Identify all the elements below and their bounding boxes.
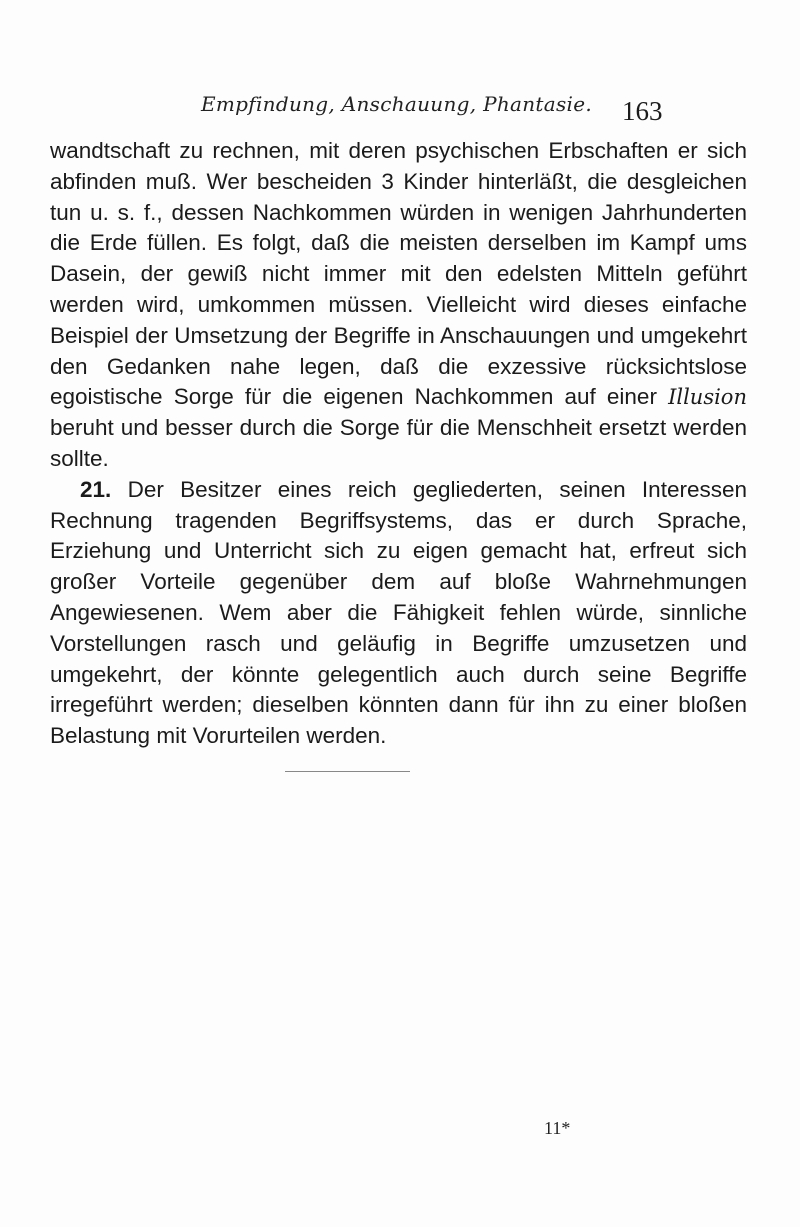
section-number: 21.: [80, 476, 112, 502]
paragraph-1-text: wandtschaft zu rechnen, mit deren psychischen Erbschaften er sich abfinden muß. Wer bescheiden 3 Kinder hinterläßt, die desgleichen tun u. s. f., dessen Nachkommen würden in wenigen Jahrhunderten die Erde füllen. Es folgt, daß die meisten derselben im Kampf ums Dasein, der gewiß nicht immer mit den edelsten Mitteln geführt werden wird, umkommen müssen. Vielleicht wird dieses einfache Beispiel der Umsetzung der Begriffe in Anschauungen und umgekehrt den Gedanken nahe legen, daß die exzessive rücksichtslose egoistische Sorge für die eigenen Nachkommen auf einer: [50, 138, 747, 410]
signature-mark: 11*: [544, 1118, 571, 1138]
emphasis-illusion: Illusion: [668, 385, 747, 410]
running-title: Empfindung, Anschauung, Phantasie.: [201, 92, 593, 116]
paragraph-2-text: Der Besitzer eines reich gegliederten, seinen Interessen Rechnung tragenden Begriffsystems, das er durch Sprache, Erziehung und Unterricht sich zu eigen gemacht hat, erfreut sich großer Vorteile gegenüber dem auf bloße Wahrnehmungen Angewiesenen. Wem aber die Fähigkeit fehlen würde, sinnliche Vorstellungen rasch und geläufig in Begriffe umzusetzen und umgekehrt, der könnte gelegentlich auch durch seine Begriffe irregeführt werden; dieselben könnten dann für ihn zu einer bloßen Belastung mit Vorurteilen werden.: [50, 476, 747, 749]
paragraph-1: [50, 136, 747, 475]
body-text: [50, 136, 747, 752]
paragraph-2: [50, 475, 747, 752]
section-divider: [285, 771, 410, 772]
paragraph-1-end: beruht und besser durch die Sorge für die Menschheit ersetzt werden sollte.: [50, 415, 747, 471]
running-head: [0, 92, 800, 132]
page-number: 163: [622, 96, 663, 126]
